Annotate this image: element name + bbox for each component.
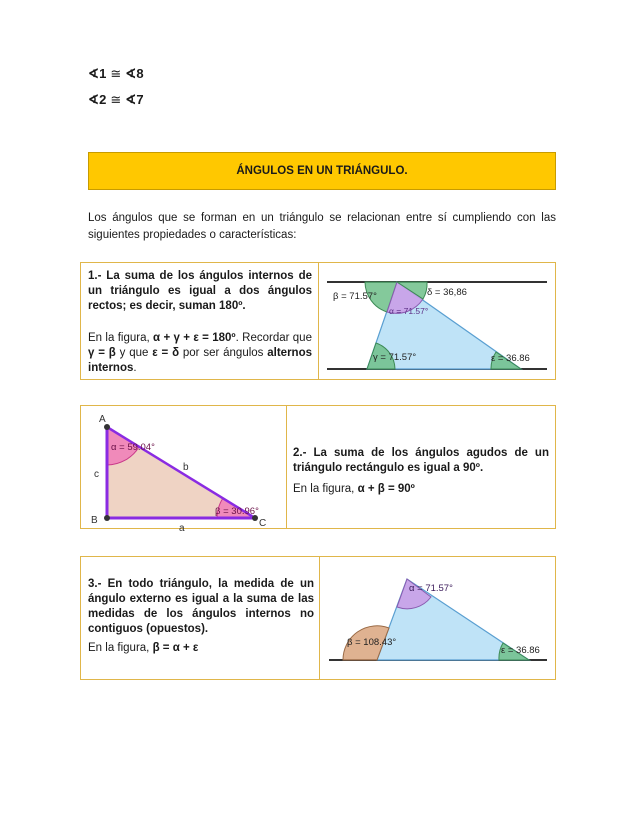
formula-epsilon-delta: ε = δ xyxy=(152,347,180,359)
side-a-label: a xyxy=(179,523,185,534)
angle-number: 1 xyxy=(99,66,107,81)
angle-symbol-icon: ∢ xyxy=(125,66,137,81)
side-c-label: c xyxy=(94,469,99,480)
figure-1-epsilon-label: ε = 36.86 xyxy=(491,353,530,364)
property-3-title: 3.- En todo triángulo, la medida de un ángulo externo es igual a la suma de las medidas de los ángulos internos no contiguos (opuestos). xyxy=(88,578,314,635)
angle-number: 2 xyxy=(99,92,107,107)
section-banner xyxy=(88,152,556,190)
angle-symbol-icon: ∢ xyxy=(88,92,100,107)
figure-2-beta-label: β = 30.96° xyxy=(215,506,259,517)
figure-3-epsilon-label: ε = 36.86 xyxy=(501,645,540,656)
formula-gamma-beta: γ = β xyxy=(88,347,116,359)
formula-sum-90: α + β = 90º xyxy=(357,483,415,495)
angle-number: 8 xyxy=(136,66,144,81)
property-2-title: 2.- La suma de los ángulos agudos de un triángulo rectángulo es igual a 90º. xyxy=(293,447,549,474)
figure-exterior-angle-triangle xyxy=(325,565,551,669)
formula-sum-180: α + γ + ε = 180º xyxy=(153,332,236,344)
figure-3-beta-label: β = 108.43° xyxy=(347,637,397,648)
property-1-title: 1.- La suma de los ángulos internos de un triángulo es igual a dos ángulos rectos; es decir, suman 180º. xyxy=(88,270,312,312)
side-b-label: b xyxy=(183,462,189,473)
vertex-b-label: B xyxy=(91,515,98,526)
figure-1-alpha-label: α = 71.57° xyxy=(389,306,429,316)
figure-parallel-lines-triangle xyxy=(325,267,551,377)
property-3-text xyxy=(88,577,314,656)
figure-1-gamma-label: γ = 71.57° xyxy=(373,352,417,363)
angle-symbol-icon: ∢ xyxy=(125,92,137,107)
figure-2-alpha-label: α = 59.04° xyxy=(111,442,155,453)
formula-exterior-angle: β = α + ε xyxy=(152,642,199,654)
vertex-a-label: A xyxy=(99,414,106,425)
intro-paragraph: Los ángulos que se forman en un triángulo se relacionan entre sí cumpliendo con las siguientes propiedades o características: xyxy=(88,212,556,241)
property-1-body: En la figura, α + γ + ε = 180º. Recordar que γ = β y que ε = δ por ser ángulos alternos internos. xyxy=(88,332,312,374)
alternate-interior-label: alternos internos xyxy=(88,347,312,374)
figure-3-alpha-label: α = 71.57° xyxy=(409,583,453,594)
section-title: ÁNGULOS EN UN TRIÁNGULO. xyxy=(236,165,408,177)
property-2-text xyxy=(293,446,549,497)
property-2-body: En la figura, α + β = 90º xyxy=(293,483,415,495)
figure-1-delta-label: δ = 36,86 xyxy=(427,287,467,298)
congruence-line-2 xyxy=(88,92,144,108)
angle-number: 7 xyxy=(136,92,144,107)
property-3-box xyxy=(80,556,556,680)
figure-1-beta-label: β = 71.57° xyxy=(333,291,377,302)
angle-symbol-icon: ∢ xyxy=(88,66,100,81)
property-1-box xyxy=(80,262,556,380)
congruent-symbol: ≅ xyxy=(110,92,122,107)
vertex-c-label: C xyxy=(259,518,267,529)
property-2-box xyxy=(80,405,556,534)
congruence-line-1 xyxy=(88,66,144,82)
property-1-text xyxy=(88,269,312,376)
property-3-body: En la figura, β = α + ε xyxy=(88,642,199,654)
congruent-symbol: ≅ xyxy=(110,66,122,81)
figure-right-triangle xyxy=(87,410,283,534)
